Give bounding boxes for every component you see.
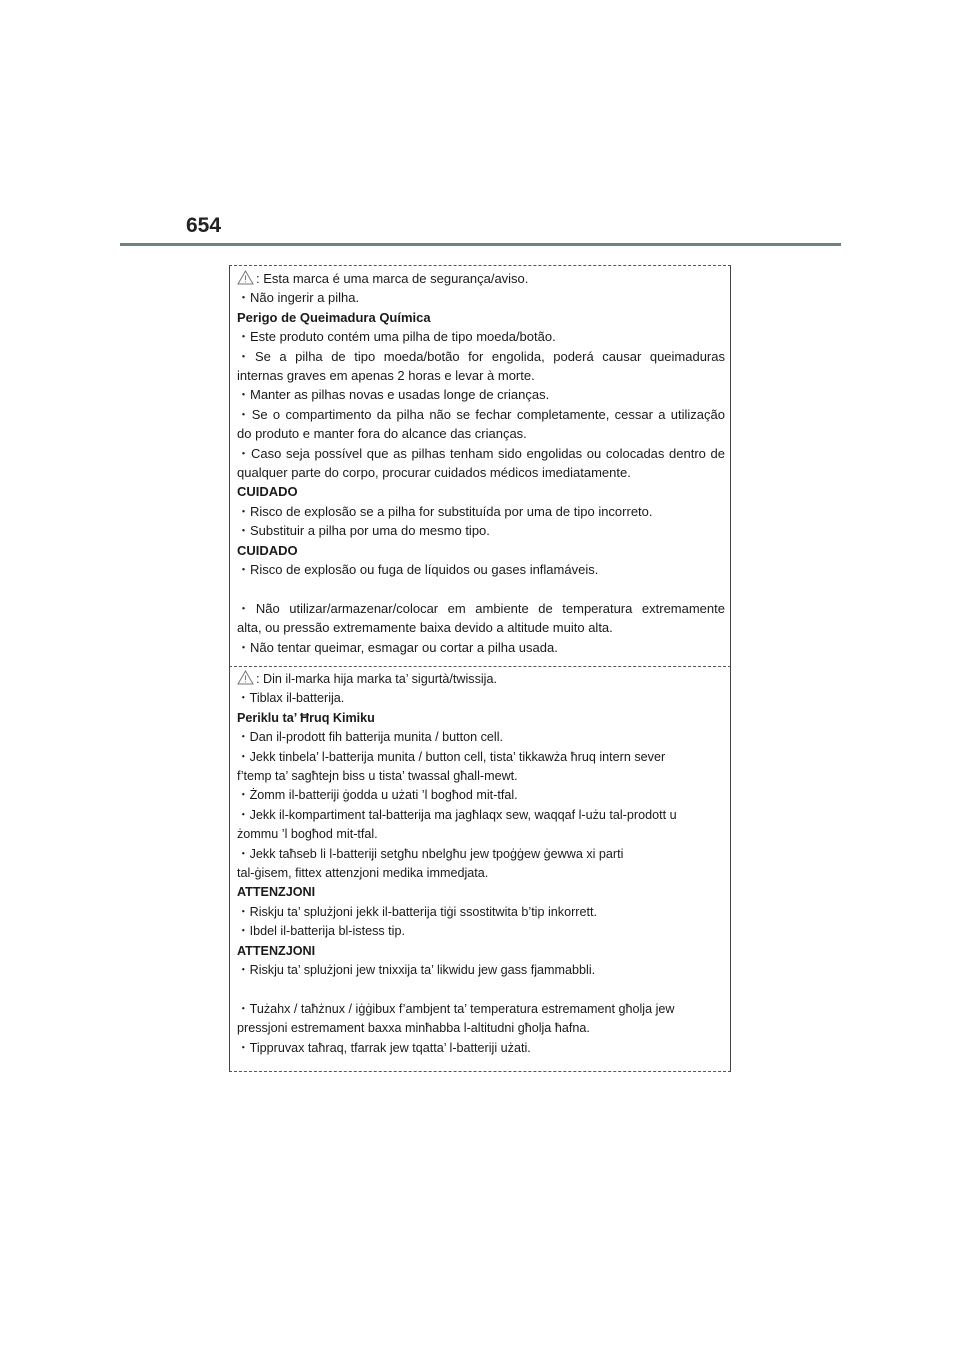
- paragraph: tal-ġisem, fittex attenzjoni medika immedjata.: [237, 866, 489, 881]
- paragraph: pressjoni estremament baxxa minħabba l-altitudni għolja ħafna.: [237, 1021, 590, 1036]
- header-rule: [120, 243, 841, 246]
- mark-text: : Esta marca é uma marca de segurança/aviso.: [256, 271, 529, 286]
- paragraph: internas graves em apenas 2 horas e levar à morte.: [237, 368, 535, 384]
- paragraph: ・Substituir a pilha por uma do mesmo tipo.: [237, 523, 490, 539]
- paragraph: do produto e manter fora do alcance das crianças.: [237, 426, 527, 442]
- paragraph: f’temp ta’ sagħtejn biss u tista’ twassal għall-mewt.: [237, 769, 518, 784]
- warning-triangle-icon: [237, 270, 254, 285]
- maltese-text: [237, 670, 725, 1058]
- paragraph: ・Manter as pilhas novas e usadas longe de crianças.: [237, 387, 550, 403]
- warning-triangle-icon: [237, 670, 254, 685]
- section-heading: Perigo de Queimadura Química: [237, 309, 431, 325]
- paragraph: ・Não ingerir a pilha.: [237, 290, 360, 306]
- paragraph: ・Não utilizar/armazenar/colocar em ambiente de temperatura extremamente: [237, 600, 725, 616]
- paragraph: ・Jekk il-kompartiment tal-batterija ma jagħlaqx sew, waqqaf l-użu tal-prodott u: [237, 807, 677, 822]
- paragraph: ・Risco de explosão se a pilha for substituída por uma de tipo incorreto.: [237, 503, 653, 519]
- paragraph: ・Jekk taħseb li l-batteriji setgħu nbelgħu jew tpoġġew ġewwa xi parti: [237, 846, 624, 861]
- paragraph: ・Tużahx / taħżnux / iġġibux f’ambjent ta’ temperatura estremament għolja jew: [237, 1001, 675, 1016]
- paragraph: ・Caso seja possível que as pilhas tenham sido engolidas ou colocadas dentro de: [237, 445, 725, 461]
- paragraph: qualquer parte do corpo, procurar cuidados médicos imediatamente.: [237, 465, 631, 481]
- spacer: [237, 580, 725, 599]
- paragraph: ・Ibdel il-batterija bl-istess tip.: [237, 924, 405, 939]
- paragraph: ・Se o compartimento da pilha não se fechar completamente, cessar a utilização: [237, 406, 725, 422]
- section-heading: CUIDADO: [237, 542, 298, 558]
- paragraph: alta, ou pressão extremamente baixa devido a altitude muito alta.: [237, 620, 613, 636]
- section-heading: Periklu ta’ Ħruq Kimiku: [237, 710, 375, 725]
- paragraph: ・Risco de explosão ou fuga de líquidos ou gases inflamáveis.: [237, 562, 599, 578]
- section-heading: ATTENZJONI: [237, 885, 316, 900]
- portuguese-text: [237, 269, 725, 657]
- paragraph: ・Jekk tinbela’ l-batterija munita / button cell, tista’ tikkawża ħruq intern sever: [237, 749, 666, 764]
- section-heading: CUIDADO: [237, 484, 298, 500]
- paragraph: ・Riskju ta’ splużjoni jew tnixxija ta’ likwidu jew gass fjammabbli.: [237, 963, 596, 978]
- paragraph: ・Se a pilha de tipo moeda/botão for engolida, poderá causar queimaduras: [237, 348, 725, 364]
- mark-line: [237, 269, 725, 288]
- section-heading: ATTENZJONI: [237, 943, 316, 958]
- paragraph: ・Żomm il-batteriji ġodda u użati ’l bogħod mit-tfal.: [237, 788, 518, 803]
- paragraph: ・Não tentar queimar, esmagar ou cortar a pilha usada.: [237, 639, 558, 655]
- paragraph: żommu ’l bogħod mit-tfal.: [237, 827, 378, 842]
- page-number: 654: [186, 214, 222, 237]
- paragraph: ・Este produto contém uma pilha de tipo moeda/botão.: [237, 329, 556, 345]
- mark-text: : Din il-marka hija marka ta’ sigurtà/twissija.: [256, 672, 497, 686]
- maltese-warning-box: [229, 666, 731, 1072]
- portuguese-warning-box: [229, 265, 731, 666]
- paragraph: ・Tiblax il-batterija.: [237, 691, 345, 706]
- spacer: [237, 981, 725, 1000]
- paragraph: ・Tippruvax taħraq, tfarrak jew tqatta’ l-batteriji użati.: [237, 1040, 531, 1055]
- mark-line: [237, 670, 725, 689]
- paragraph: ・Riskju ta’ splużjoni jekk il-batterija tiġi ssostitwita b’tip inkorrett.: [237, 904, 597, 919]
- paragraph: ・Dan il-prodott fih batterija munita / button cell.: [237, 730, 503, 745]
